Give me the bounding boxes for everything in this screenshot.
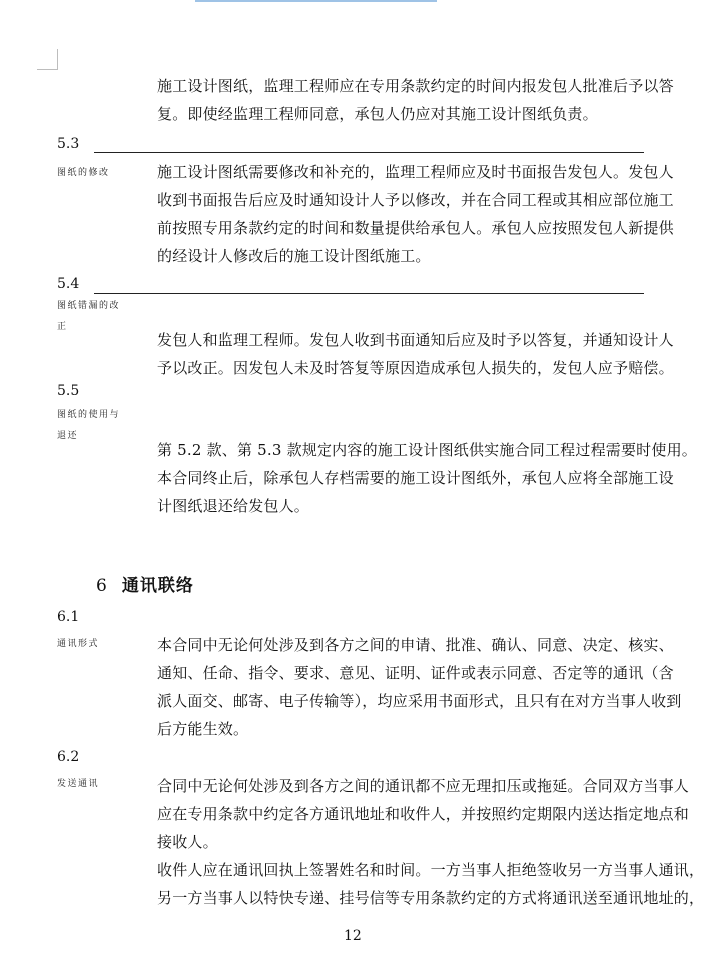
side-title-line: 正 <box>57 322 68 332</box>
intro-paragraph <box>157 72 674 128</box>
clause-6-2-paragraph <box>157 772 705 912</box>
clause-5-4-paragraph <box>157 326 674 382</box>
clause-number: 5.4 <box>57 276 80 292</box>
clause-side-title: 图纸的修改 <box>57 168 110 178</box>
clause-side-title: 通讯形式 <box>57 639 100 649</box>
text-line: 本合同终止后，除承包人存档需要的施工设计图纸外，承包人应将全部施工设 <box>157 469 674 487</box>
text-line: 后方能生效。 <box>157 720 249 738</box>
text-line: 合同中无论何处涉及到各方之间的通讯都不应无理扣压或拖延。合同双方当事人 <box>157 777 690 795</box>
clause-number: 6.1 <box>57 609 80 625</box>
clause-5-5-paragraph <box>157 436 697 520</box>
page-number: 12 <box>344 928 362 944</box>
side-title-line: 退还 <box>57 431 79 441</box>
clause-number: 5.3 <box>57 136 80 152</box>
text-line: 收到书面报告后应及时通知设计人予以修改，并在合同工程或其相应部位施工 <box>157 191 674 209</box>
text-line: 第 5.2 款、第 5.3 款规定内容的施工设计图纸供实施合同工程过程需要时使用。 <box>157 441 697 459</box>
text-line: 施工设计图纸，监理工程师应在专用条款约定的时间内报发包人批准后予以答 <box>157 77 674 95</box>
text-line: 派人面交、邮寄、电子传输等），均应采用书面形式，且只有在对方当事人收到 <box>157 692 682 710</box>
section-heading <box>96 571 194 596</box>
clause-number: 5.5 <box>57 383 80 399</box>
clause-number: 6.2 <box>57 749 80 765</box>
section-title: 通讯联络 <box>121 576 194 596</box>
text-line: 前按照专用条款约定的时间和数量提供给承包人。承包人应按照发包人新提供 <box>157 219 674 237</box>
clause-divider <box>94 152 644 153</box>
clause-5-3-paragraph <box>157 158 674 270</box>
text-line: 本合同中无论何处涉及到各方之间的申请、批准、确认、同意、决定、核实、 <box>157 636 674 654</box>
text-line: 通知、任命、指令、要求、意见、证明、证件或表示同意、否定等的通讯（含 <box>157 664 674 682</box>
top-selection-bar <box>195 0 437 2</box>
clause-side-title <box>57 405 129 447</box>
text-line: 予以改正。因发包人未及时答复等原因造成承包人损失的，发包人应予赔偿。 <box>157 359 674 377</box>
clause-divider <box>94 293 644 294</box>
text-line: 发包人和监理工程师。发包人收到书面通知后应及时予以答复，并通知设计人 <box>157 331 674 349</box>
clause-side-title: 发送通讯 <box>57 779 100 789</box>
side-title-line: 图纸的使用与 <box>57 410 121 420</box>
text-line: 应在专用条款中约定各方通讯地址和收件人，并按照约定期限内送达指定地点和 <box>157 805 690 823</box>
margin-corner-mark-h <box>37 69 58 70</box>
text-line: 接收人。 <box>157 833 218 851</box>
text-line: 施工设计图纸需要修改和补充的，监理工程师应及时书面报告发包人。发包人 <box>157 163 674 181</box>
text-line: 收件人应在通讯回执上签署姓名和时间。一方当事人拒绝签收另一方当事人通讯， <box>157 861 705 879</box>
margin-corner-mark <box>57 49 58 69</box>
text-line: 的经设计人修改后的施工设计图纸施工。 <box>157 247 431 265</box>
text-line: 计图纸退还给发包人。 <box>157 497 310 515</box>
clause-side-title <box>57 296 129 338</box>
text-line: 另一方当事人以特快专递、挂号信等专用条款约定的方式将通讯送至通讯地址的， <box>157 889 705 907</box>
side-title-line: 图纸错漏的改 <box>57 301 121 311</box>
text-line: 复。即使经监理工程师同意，承包人仍应对其施工设计图纸负责。 <box>157 105 598 123</box>
section-number: 6 <box>96 576 108 596</box>
clause-6-1-paragraph <box>157 631 682 743</box>
